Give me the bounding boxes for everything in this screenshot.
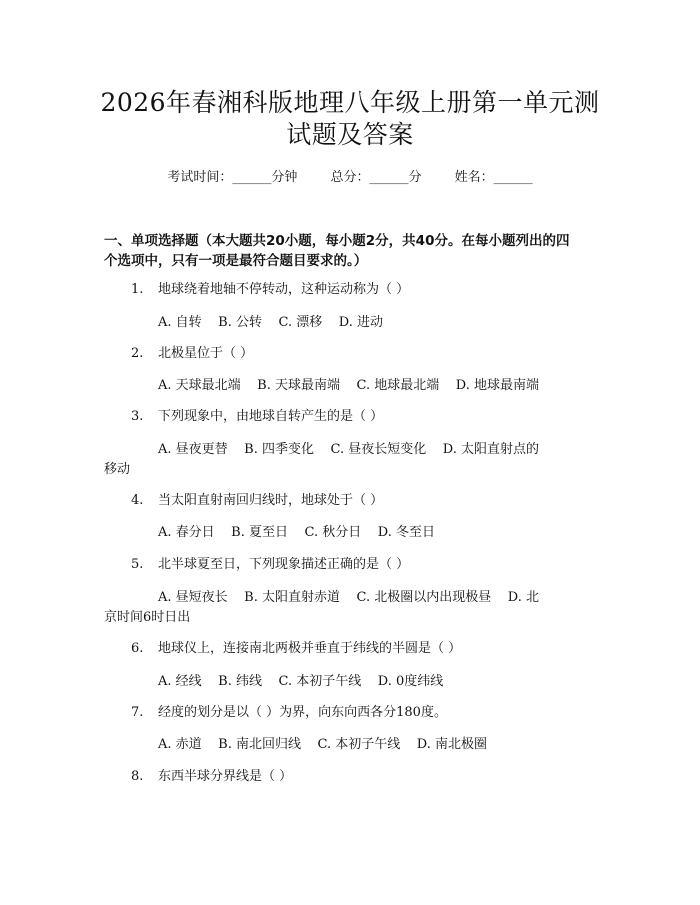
question-number: 2. xyxy=(131,346,144,361)
question-text: 东西半球分界线是（ ） xyxy=(158,769,293,784)
question-8 xyxy=(131,768,292,786)
question-text: 经度的划分是以（ ）为界，向东向西各分180度。 xyxy=(158,705,447,720)
question-text: 下列现象中，由地球自转产生的是（ ） xyxy=(158,409,384,424)
question-5-options: A. 昼短夜长 B. 太阳直射赤道 C. 北极圈以内出现极昼 D. 北 xyxy=(158,590,540,605)
question-number: 7. xyxy=(131,705,144,720)
question-5-options-continued: 京时间6时日出 xyxy=(104,610,191,625)
page-title-line2: 试题及答案 xyxy=(286,120,414,149)
question-number: 5. xyxy=(131,557,144,572)
exam-time-field: 考试时间：______分钟 xyxy=(167,170,298,185)
question-7 xyxy=(131,704,447,722)
question-6-options: A. 经线 B. 纬线 C. 本初子午线 D. 0度纬线 xyxy=(158,674,444,689)
question-2-options: A. 天球最北端 B. 天球最南端 C. 地球最北端 D. 地球最南端 xyxy=(158,378,540,393)
total-score-field: 总分：______分 xyxy=(330,170,422,185)
question-text: 北半球夏至日，下列现象描述正确的是（ ） xyxy=(158,557,410,572)
question-6 xyxy=(131,640,461,658)
question-3-options: A. 昼夜更替 B. 四季变化 C. 昼夜长短变化 D. 太阳直射点的 xyxy=(158,442,540,457)
question-3-options-continued: 移动 xyxy=(104,462,131,477)
question-number: 8. xyxy=(131,769,144,784)
question-number: 3. xyxy=(131,409,144,424)
question-number: 4. xyxy=(131,493,144,508)
question-text: 北极星位于（ ） xyxy=(158,346,254,361)
section-heading-line2: 个选项中，只有一项是最符合题目要求的。） xyxy=(104,253,368,269)
question-3 xyxy=(131,408,383,426)
question-2 xyxy=(131,345,253,363)
section-heading-line1: 一、单项选择题（本大题共20小题，每小题2分，共40分。在每小题列出的四 xyxy=(104,233,570,249)
exam-meta xyxy=(0,169,700,187)
question-1 xyxy=(131,281,409,299)
student-name-field: 姓名：______ xyxy=(454,170,533,185)
question-1-options: A. 自转 B. 公转 C. 漂移 D. 进动 xyxy=(158,315,384,330)
question-7-options: A. 赤道 B. 南北回归线 C. 本初子午线 D. 南北极圈 xyxy=(158,737,488,752)
question-4 xyxy=(131,492,383,510)
question-4-options: A. 春分日 B. 夏至日 C. 秋分日 D. 冬至日 xyxy=(158,525,436,540)
question-number: 1. xyxy=(131,282,144,297)
question-number: 6. xyxy=(131,641,144,656)
question-text: 当太阳直射南回归线时，地球处于（ ） xyxy=(158,493,384,508)
page-title-line1: 2026年春湘科版地理八年级上册第一单元测 xyxy=(100,88,600,117)
question-5 xyxy=(131,556,409,574)
question-text: 地球仪上，连接南北两极并垂直于纬线的半圆是（ ） xyxy=(158,641,462,656)
question-text: 地球绕着地轴不停转动，这种运动称为（ ） xyxy=(158,282,410,297)
